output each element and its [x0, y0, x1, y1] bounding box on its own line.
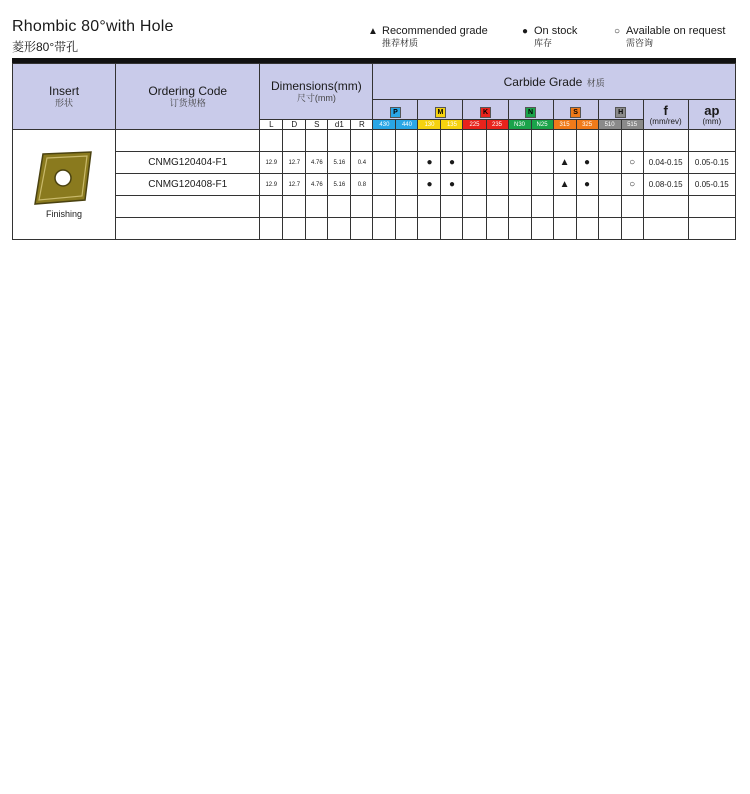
feed-value: [643, 196, 688, 218]
insert-image-cell: [13, 130, 116, 240]
feed-value: [643, 130, 688, 152]
grade-availability: [508, 130, 531, 152]
grade-availability: [441, 130, 463, 152]
feed-value: [643, 218, 688, 240]
f-header: f (mm/rev): [643, 100, 688, 130]
legend-label: Recommended grade: [382, 25, 488, 37]
carbide-grade-header: Carbide Grade 材质: [373, 64, 736, 100]
dimension-value: [328, 130, 351, 152]
grade-availability: [553, 196, 576, 218]
dimension-value: 4.76: [306, 174, 328, 196]
ordering-code: CNMG120404-F1: [116, 152, 260, 174]
grade-col-header: 235: [486, 120, 508, 130]
material-group-h: [598, 100, 643, 120]
grade-col-header: 315: [553, 120, 576, 130]
grade-availability: [373, 130, 396, 152]
grade-availability: [531, 152, 553, 174]
grade-availability: [598, 218, 621, 240]
material-group-n: [508, 100, 553, 120]
grade-availability: [486, 174, 508, 196]
grade-col-header: N30: [508, 120, 531, 130]
grade-availability: [486, 152, 508, 174]
dot-icon: ●: [521, 26, 529, 37]
grade-availability: [598, 130, 621, 152]
grade-availability: [373, 152, 396, 174]
dimension-value: 0.8: [351, 174, 373, 196]
legend-on-request: [610, 25, 725, 49]
legend-label: On stock: [534, 25, 578, 37]
dimension-value: [283, 130, 306, 152]
depth-value: [688, 196, 735, 218]
ordering-code-header: Ordering Code 订货规格: [116, 64, 260, 130]
depth-value: [688, 218, 735, 240]
grade-availability: [373, 196, 396, 218]
grade-availability: [373, 218, 396, 240]
grade-availability: [486, 130, 508, 152]
grade-availability: [418, 130, 441, 152]
grade-availability: [531, 196, 553, 218]
triangle-icon: ▲: [368, 26, 378, 37]
grade-col-header: 225: [463, 120, 486, 130]
grade-availability: [396, 152, 418, 174]
grade-availability: [441, 196, 463, 218]
ap-header: ap (mm): [688, 100, 735, 130]
grade-col-header: 515: [621, 120, 643, 130]
grade-availability: [598, 152, 621, 174]
dimension-value: 0.4: [351, 152, 373, 174]
legend-label-cn: 库存: [534, 38, 553, 48]
legend-label-cn: 推荐材质: [382, 38, 419, 48]
dimension-value: 5.16: [328, 152, 351, 174]
grade-col-header: 430: [373, 120, 396, 130]
grade-availability: ●: [441, 152, 463, 174]
grade-availability: ●: [418, 174, 441, 196]
grade-availability: ●: [576, 174, 598, 196]
circle-icon: ○: [613, 26, 621, 37]
dimension-value: 5.16: [328, 174, 351, 196]
dimension-value: 4.76: [306, 152, 328, 174]
dimension-value: [306, 218, 328, 240]
ordering-code: [116, 196, 260, 218]
page-title: Rhombic 80°with Hole: [12, 18, 174, 35]
insert-header: Insert 形状: [13, 64, 116, 130]
dimension-value: [306, 196, 328, 218]
grade-col-header: N25: [531, 120, 553, 130]
dimension-value: [283, 218, 306, 240]
dimension-value: [351, 130, 373, 152]
grade-col-header: 135: [441, 120, 463, 130]
dimension-value: [351, 196, 373, 218]
table-row: [13, 152, 736, 174]
grade-availability: [508, 174, 531, 196]
grade-col-header: 510: [598, 120, 621, 130]
material-badge: N: [525, 107, 536, 118]
dimension-value: 12.9: [260, 152, 283, 174]
depth-value: [688, 130, 735, 152]
feed-value: 0.04-0.15: [643, 152, 688, 174]
grade-col-header: 440: [396, 120, 418, 130]
dimension-value: [283, 196, 306, 218]
grade-availability: [508, 218, 531, 240]
dimension-value: [306, 130, 328, 152]
dimension-value: [328, 218, 351, 240]
legend-label-cn: 需咨询: [626, 38, 654, 48]
grade-col-header: 130: [418, 120, 441, 130]
dimension-col-header: R: [351, 120, 373, 130]
dimension-col-header: L: [260, 120, 283, 130]
material-badge: S: [570, 107, 581, 118]
grade-availability: ▲: [553, 174, 576, 196]
material-badge: P: [390, 107, 401, 118]
product-table: [12, 63, 736, 240]
table-row: [13, 174, 736, 196]
depth-value: 0.05-0.15: [688, 174, 735, 196]
grade-availability: ●: [576, 152, 598, 174]
legend-label: Available on request: [626, 25, 726, 37]
grade-availability: [621, 218, 643, 240]
dimension-value: [260, 218, 283, 240]
grade-availability: [418, 196, 441, 218]
insert-label: Finishing: [46, 209, 83, 219]
grade-availability: [463, 130, 486, 152]
dimension-col-header: D: [283, 120, 306, 130]
dimension-col-header: S: [306, 120, 328, 130]
dimension-value: [328, 196, 351, 218]
material-group-p: [373, 100, 418, 120]
grade-availability: [486, 218, 508, 240]
ordering-code: CNMG120408-F1: [116, 174, 260, 196]
grade-availability: [553, 130, 576, 152]
grade-availability: [396, 130, 418, 152]
ordering-code: [116, 130, 260, 152]
grade-availability: [531, 130, 553, 152]
ordering-code: [116, 218, 260, 240]
dimension-value: [260, 130, 283, 152]
grade-availability: [576, 196, 598, 218]
dimension-value: [351, 218, 373, 240]
page-subtitle: 菱形80°带孔: [12, 40, 79, 54]
grade-availability: [463, 152, 486, 174]
grade-availability: [598, 196, 621, 218]
legend-recommended: [366, 25, 488, 49]
grade-availability: [598, 174, 621, 196]
legend-on-stock: [518, 25, 577, 49]
material-group-m: [418, 100, 463, 120]
grade-availability: [463, 174, 486, 196]
dimension-value: [260, 196, 283, 218]
dimension-value: 12.7: [283, 152, 306, 174]
dimensions-header: Dimensions(mm) 尺寸(mm): [260, 64, 373, 120]
grade-availability: [553, 218, 576, 240]
table-row: [13, 196, 736, 218]
grade-availability: [621, 130, 643, 152]
grade-availability: [441, 218, 463, 240]
grade-availability: ▲: [553, 152, 576, 174]
material-group-k: [463, 100, 508, 120]
material-badge: K: [480, 107, 491, 118]
grade-availability: ○: [621, 174, 643, 196]
grade-availability: [508, 152, 531, 174]
grade-availability: [396, 196, 418, 218]
grade-availability: [576, 130, 598, 152]
dimension-value: 12.9: [260, 174, 283, 196]
insert-image: [33, 150, 95, 206]
grade-availability: [396, 218, 418, 240]
table-row: [13, 130, 736, 152]
grade-availability: [486, 196, 508, 218]
grade-availability: [508, 196, 531, 218]
grade-availability: ○: [621, 152, 643, 174]
dimension-value: 12.7: [283, 174, 306, 196]
material-badge: H: [615, 107, 626, 118]
material-badge: M: [435, 107, 446, 118]
depth-value: 0.05-0.15: [688, 152, 735, 174]
grade-availability: ●: [418, 152, 441, 174]
grade-availability: [576, 218, 598, 240]
table-row: [13, 218, 736, 240]
grade-availability: [531, 174, 553, 196]
material-group-s: [553, 100, 598, 120]
grade-availability: [463, 196, 486, 218]
grade-availability: [531, 218, 553, 240]
grade-availability: [418, 218, 441, 240]
grade-availability: [396, 174, 418, 196]
feed-value: 0.08-0.15: [643, 174, 688, 196]
grade-availability: ●: [441, 174, 463, 196]
grade-col-header: 325: [576, 120, 598, 130]
grade-availability: [373, 174, 396, 196]
dimension-col-header: d1: [328, 120, 351, 130]
grade-availability: [463, 218, 486, 240]
grade-availability: [621, 196, 643, 218]
